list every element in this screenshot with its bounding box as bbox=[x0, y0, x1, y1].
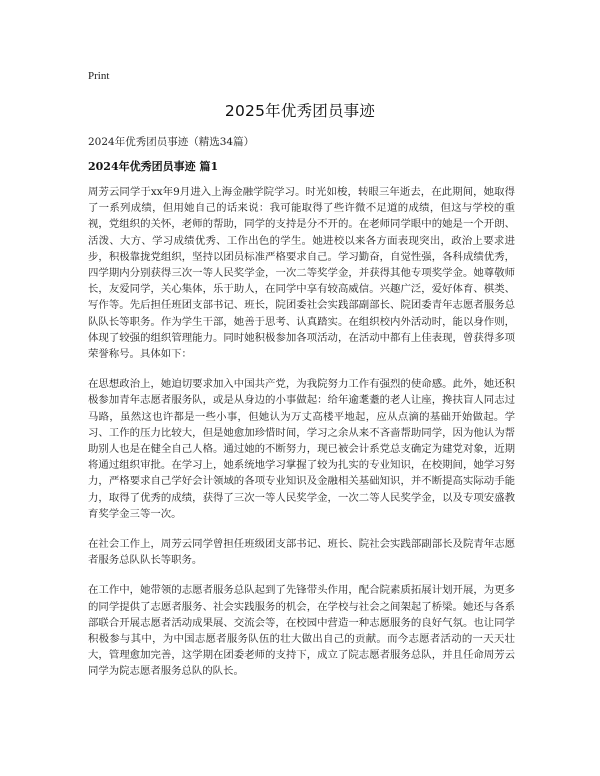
print-link[interactable]: Print bbox=[88, 70, 110, 82]
page-title: 2025年优秀团员事迹 bbox=[224, 102, 376, 120]
article-body bbox=[88, 184, 515, 694]
paragraph: 周芳云同学于xx年9月进入上海金融学院学习。时光如梭，转眼三年逝去，在此期间，她取得了一系列成绩，但用她自己的话来说：我可能取得了些许微不足道的成绩，但这与学校的重视，党组织的关怀，老师的帮助，同学的支持是分不开的。在老师同学眼中的她是一个开朗、活泼、大方、学习成绩优秀、工作出色的学生。她进校以来各方面表现突出，政治上要求进步，积极靠拢党组织，坚持以团员标准严格要求自己。学习勤奋，自觉性强，各科成绩优秀，四学期内分别获得三次一等人民奖学金，一次二等奖学金，并获得其他专项奖学金。她尊敬师长，友爱同学，关心集体，乐于助人，在同学中享有较高威信。兴趣广泛，爱好体育、棋类、写作等。先后担任班团支部书记、班长，院团委社会实践部副部长、院团委青年志愿者服务总队队长等职务。作为学生干部，她善于思考、认真踏实。在组织校内外活动时，能以身作则，体现了较强的组织管理能力。同时她积极参加各项活动，在活动中都有上佳表现，曾获得多项荣誉称号。具体如下： bbox=[88, 186, 515, 361]
paragraph: 在思想政治上，她迫切要求加入中国共产党，为我院努力工作有强烈的使命感。此外，她还积极参加青年志愿者服务队，或是从身边的小事做起：给年逾耄耋的老人让座，搀扶盲人同志过马路，虽然这也许都是一些小事，但她认为万丈高楼平地起，应从点滴的基础开始做起。学习、工作的压力比较大，但是她愈加珍惜时间，学习之余从来不吝啬帮助同学，因为他认为帮助别人也是在健全自己人格。通过她的不断努力，现已被会计系党总支确定为建党对象，近期将通过组织审批。在学习上，她系统地学习掌握了较为扎实的专业知识，在校期间，她学习努力，严格要求自己学好会计领域的各项专业知识及金融相关基础知识，并不断提高实际动手能力，取得了优秀的成绩，获得了三次一等人民奖学金，一次二等人民奖学金，以及专项安盛教育奖学金三等一次。 bbox=[88, 378, 515, 520]
paragraph: 在工作中，她带领的志愿者服务总队起到了先锋带头作用，配合院素质拓展计划开展，为更多的同学提供了志愿者服务、社会实践服务的机会，在学校与社会之间架起了桥梁。她还与各系部联合开展志愿者活动成果展、交流会等，在校园中营造一种志愿服务的良好气氛。也让同学积极参与其中，为中国志愿者服务队伍的壮大做出自己的贡献。而今志愿者活动的一天天壮大，管理愈加完善，这学期在团委老师的支持下，成立了院志愿者服务总队，并且任命周芳云同学为院志愿者服务总队的队长。 bbox=[88, 584, 515, 678]
section-heading: 2024年优秀团员事迹 篇1 bbox=[88, 160, 219, 173]
article-subtitle: 2024年优秀团员事迹（精选34篇） bbox=[88, 136, 255, 148]
paragraph: 在社会工作上，周芳云同学曾担任班级团支部书记、班长、院社会实践部副部长及院青年志愿者服务总队队长等职务。 bbox=[88, 538, 515, 567]
